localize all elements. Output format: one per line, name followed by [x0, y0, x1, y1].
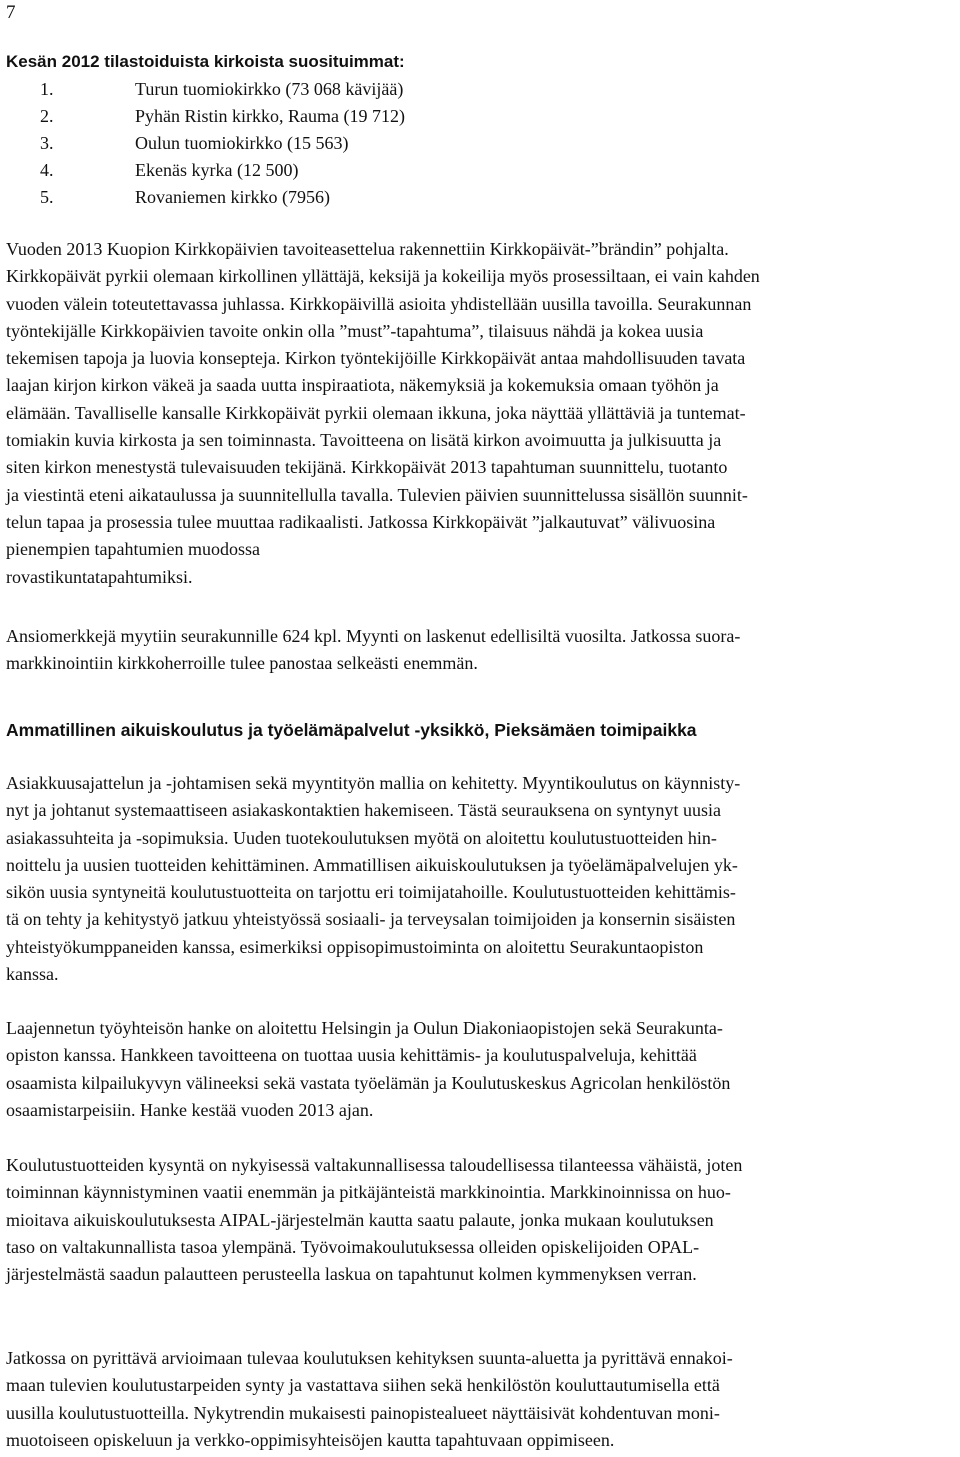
paragraph-line: Laajennetun työyhteisön hanke on aloitettu Helsingin ja Oulun Diakoniaopistojen sekä Seurakunta- [6, 1018, 723, 1038]
list-item-text: Turun tuomiokirkko (73 068 kävijää) [135, 79, 404, 99]
list-item-number: 5. [40, 187, 54, 207]
stats-heading: Kesän 2012 tilastoiduista kirkoista suosituimmat: [6, 52, 405, 71]
section-paragraph-hanke [6, 1015, 952, 1124]
list-item [40, 184, 405, 211]
list-item-text: Rovaniemen kirkko (7956) [135, 187, 330, 207]
list-item-number: 2. [40, 106, 54, 126]
paragraph-line: taso on valtakunnallista tasoa ylempänä. Työvoimakoulutuksessa olleiden opiskelijoiden OPAL- [6, 1236, 700, 1257]
paragraph-line: siten kirkon menestystä tulevaisuuden tekijänä. Kirkkopäivät 2013 tapahtuman suunnittelu, tuotanto [6, 457, 728, 478]
paragraph-line: sikön uusia syntyneitä koulutustuotteita on tarjottu eri toimijatahoille. Koulutustuotteiden kehittämis- [6, 882, 736, 903]
paragraph-line: tekemisen tapoja ja luovia konsepteja. Kirkon työntekijöille Kirkkopäivät antaa mahdollisuuden tavata [6, 348, 746, 369]
paragraph-line: Kirkkopäivät pyrkii olemaan kirkollinen yllättäjä, keksijä ja kokeilija myös prosessiltaan, ei vain kahden [6, 266, 760, 287]
list-item-text: Oulun tuomiokirkko (15 563) [135, 133, 349, 153]
paragraph-line: kanssa. [6, 964, 59, 985]
paragraph-line: ja viestintä eteni aikataulussa ja suunnitellulla tavalla. Tulevien päivien suunnittelussa sisällön suunnit- [6, 484, 748, 505]
list-item [40, 76, 405, 103]
list-item-number: 4. [40, 160, 54, 180]
paragraph-line: työntekijälle Kirkkopäivien tavoite onkin olla ”must”-tapahtuma”, tilaisuus nähdä ja kokea uusia [6, 320, 704, 341]
paragraph-line: mioitava aikuiskoulutuksesta AIPAL-järjestelmän kautta saatu palaute, jonka mukaan koulutuksen [6, 1209, 714, 1230]
list-item-text: Pyhän Ristin kirkko, Rauma (19 712) [135, 106, 405, 126]
paragraph-line: laajan kirjon kirkon väkeä ja saada uutta inspiraatiota, näkemyksiä ja kokemuksia omaan työhön ja [6, 375, 719, 396]
paragraph-line: Asiakkuusajattelun ja -johtamisen sekä myyntityön mallia on kehitetty. Myyntikoulutus on käynnisty- [6, 773, 741, 793]
paragraph-line: tomiakin kuvia kirkosta ja sen toiminnasta. Tavoitteena on lisätä kirkon avoimuutta ja julkisuutta ja [6, 430, 722, 451]
paragraph-line: asiakassuhteita ja -sopimuksia. Uuden tuotekoulutuksen myötä on aloitettu koulutustuotteiden hin- [6, 827, 717, 848]
section-paragraph-asiakkuus [6, 770, 952, 988]
paragraph-line: noittelu ja uusien tuotteiden kehittäminen. Ammatillisen aikuiskoulutuksen ja työelämäpalvelujen yk- [6, 854, 738, 875]
section-paragraph-kysynta [6, 1152, 952, 1288]
paragraph-line: järjestelmästä saadun palautteen perusteella laskua on tapahtunut kolmen kymmenyksen verran. [6, 1264, 697, 1285]
list-item [40, 157, 405, 184]
list-item-number: 3. [40, 133, 54, 153]
paragraph-line: nyt ja johtanut systemaattiseen asiakaskontaktien hakemiseen. Tästä seurauksena on syntynyt uusia [6, 800, 721, 821]
paragraph-line: muotoiseen opiskeluun ja verkko-oppimisyhteisöjen kautta tapahtuvaan oppimiseen. [6, 1429, 615, 1450]
paragraph-line: tä on tehty ja kehitystyö jatkuu yhteistyössä sosiaali- ja terveysalan toimijoiden ja konsernin sisäisten [6, 909, 736, 930]
section-heading: Ammatillinen aikuiskoulutus ja työelämäpalvelut -yksikkö, Pieksämäen toimipaikka [6, 720, 697, 740]
paragraph-line: pienempien tapahtumien muodossa [6, 539, 260, 560]
paragraph-line: Koulutustuotteiden kysyntä on nykyisessä valtakunnallisessa taloudellisessa tilanteessa vähäistä, joten [6, 1155, 743, 1175]
list-item-number: 1. [40, 79, 54, 99]
paragraph-ansiomerkit [6, 623, 952, 678]
top-churches-list [40, 76, 405, 211]
paragraph-line: opiston kanssa. Hankkeen tavoitteena on tuottaa uusia kehittämis- ja koulutuspalveluja, kehittää [6, 1045, 697, 1066]
page-number: 7 [6, 2, 16, 23]
paragraph-line: vuoden välein toteutettavassa juhlassa. Kirkkopäivillä asioita yhdistellään uusilla tavoilla. Seurakunnan [6, 293, 752, 314]
section-paragraph-jatkossa [6, 1345, 952, 1454]
paragraph-line: Vuoden 2013 Kuopion Kirkkopäivien tavoiteasettelua rakennettiin Kirkkopäivät-”brändin” pohjalta. [6, 239, 729, 259]
paragraph-line: markkinointiin kirkkoherroille tulee panostaa selkeästi enemmän. [6, 653, 478, 674]
paragraph-line: rovastikuntatapahtumiksi. [6, 566, 193, 587]
paragraph-line: osaamistarpeisiin. Hanke kestää vuoden 2013 ajan. [6, 1099, 374, 1120]
list-item-text: Ekenäs kyrka (12 500) [135, 160, 299, 180]
paragraph-line: Ansiomerkkejä myytiin seurakunnille 624 kpl. Myynti on laskenut edellisiltä vuosilta. Jatkossa suora- [6, 626, 741, 646]
paragraph-line: yhteistyökumppaneiden kanssa, esimerkiksi oppisopimustoiminta on aloitettu Seurakuntaopiston [6, 936, 704, 957]
list-item [40, 103, 405, 130]
paragraph-line: telun tapaa ja prosessia tulee muuttaa radikaalisti. Jatkossa Kirkkopäivät ”jalkautuvat” välivuosina [6, 511, 716, 532]
paragraph-kirkkopaivat [6, 236, 952, 591]
paragraph-line: osaamista kilpailukyvyn välineeksi sekä vastata työelämän ja Koulutuskeskus Agricolan henkilöstön [6, 1072, 731, 1093]
paragraph-line: maan tulevien koulutustarpeiden synty ja vastattava siihen sekä henkilöstön kouluttautumisella että [6, 1375, 720, 1396]
paragraph-line: toiminnan käynnistyminen vaatii enemmän ja pitkäjänteistä markkinointia. Markkinoinnissa on huo- [6, 1182, 731, 1203]
paragraph-line: Jatkossa on pyrittävä arvioimaan tulevaa koulutuksen kehityksen suunta-aluetta ja pyrittävä ennakoi- [6, 1348, 733, 1368]
paragraph-line: elämään. Tavalliselle kansalle Kirkkopäivät pyrkii olemaan ikkuna, joka näyttää yllättäviä ja tuntemat- [6, 402, 746, 423]
paragraph-line: uusilla koulutustuotteilla. Nykytrendin mukaisesti painopistealueet näyttäisivät kohdentuvan moni- [6, 1402, 720, 1423]
list-item [40, 130, 405, 157]
